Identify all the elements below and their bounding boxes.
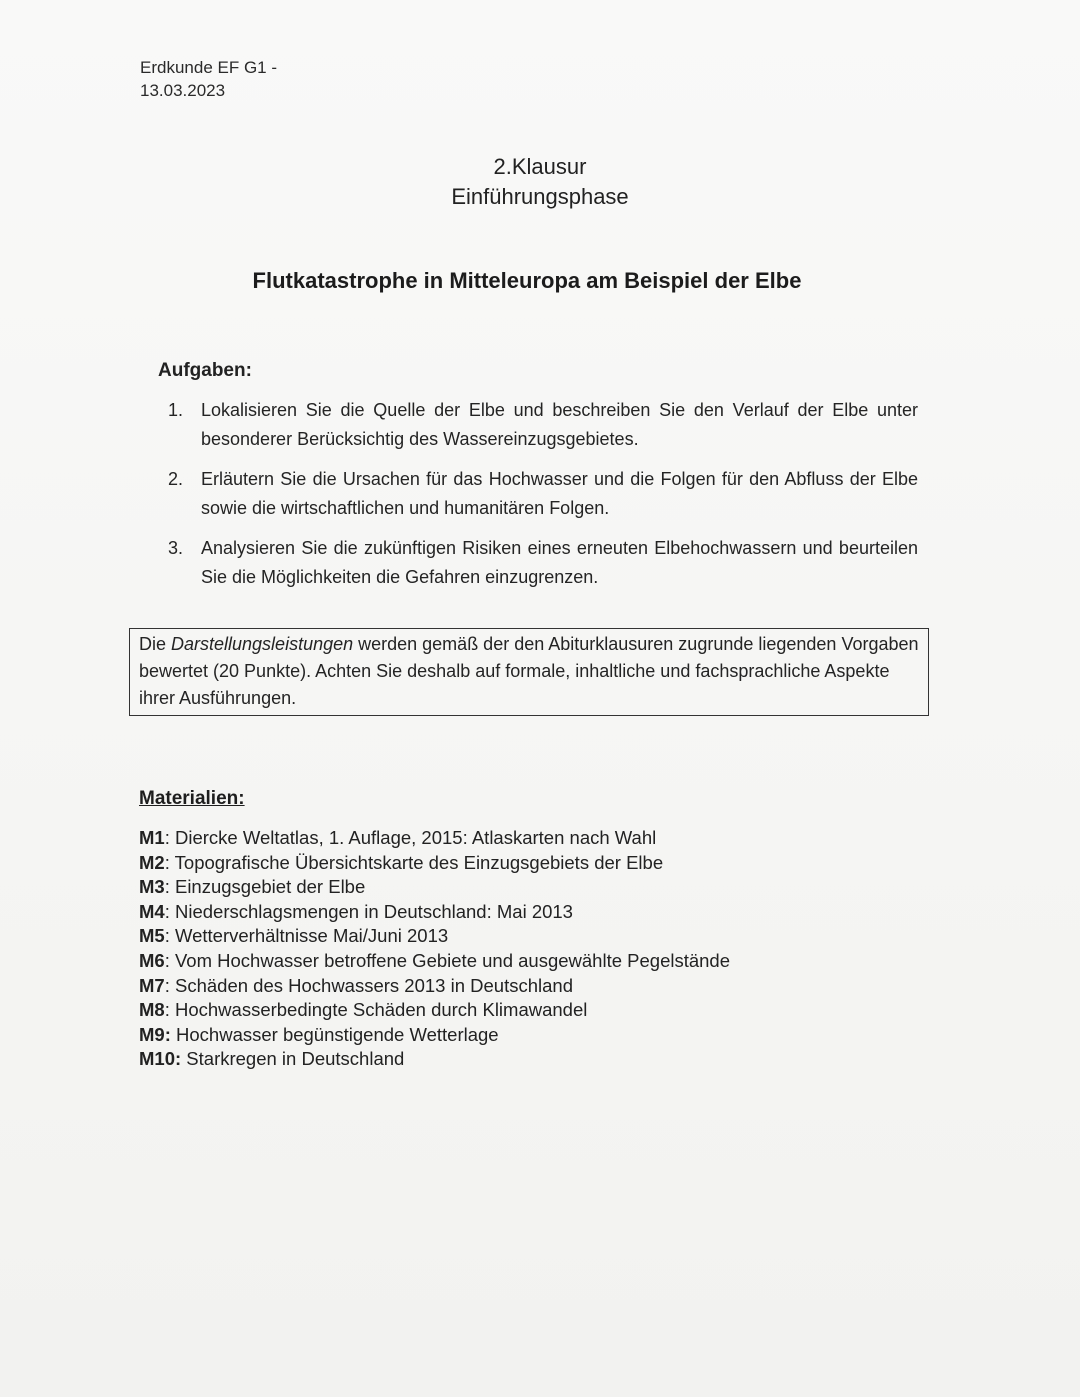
exam-date: 13.03.2023 xyxy=(140,81,226,100)
task-number: 2. xyxy=(168,469,184,489)
material-text: Starkregen in Deutschland xyxy=(186,1048,405,1070)
materials-label: Materialien: xyxy=(139,788,245,809)
topic-heading: Flutkatastrophe in Mitteleuropa am Beispiel der Elbe xyxy=(252,268,802,293)
material-item xyxy=(139,1047,859,1072)
material-text: Topografische Übersichtskarte des Einzugsgebiets der Elbe xyxy=(174,851,664,873)
material-code: M6 xyxy=(139,949,165,971)
task-item xyxy=(168,465,918,523)
material-code: M4 xyxy=(139,900,165,922)
material-separator: : xyxy=(164,827,175,848)
material-code: M7 xyxy=(139,974,165,996)
material-text: Hochwasser begünstigende Wetterlage xyxy=(176,1023,499,1045)
header-meta xyxy=(140,56,277,102)
task-item xyxy=(168,534,918,592)
material-code: M9: xyxy=(139,1023,171,1045)
materials-list xyxy=(139,826,859,1072)
exam-title xyxy=(0,152,1080,212)
material-text: Hochwasserbedingte Schäden durch Klimawandel xyxy=(174,999,588,1021)
task-number: 1. xyxy=(168,400,184,420)
material-separator: : xyxy=(164,949,175,971)
material-item xyxy=(139,851,859,876)
note-emphasis: Darstellungsleistungen xyxy=(171,634,354,654)
material-item xyxy=(139,900,859,925)
material-separator: : xyxy=(164,876,175,898)
tasks-label: Aufgaben: xyxy=(158,360,252,381)
material-text: Schäden des Hochwassers 2013 in Deutschland xyxy=(174,974,573,996)
material-code: M3 xyxy=(139,876,165,898)
material-item xyxy=(139,875,859,900)
material-item xyxy=(139,974,859,999)
note-text: werden gemäß der den Abiturklausuren zugrunde liegenden Vorgaben bewertet (20 Punkte). Achten Sie deshalb auf formale, inhaltliche und fachsprachliche Aspekte ihrer Ausführungen. xyxy=(139,634,919,708)
material-item xyxy=(139,998,859,1023)
material-code: M8 xyxy=(139,999,165,1021)
task-text: Analysieren Sie die zukünftigen Risiken eines erneuten Elbehochwassern und beurteilen Sie die Möglichkeiten die Gefahren einzugrenzen. xyxy=(201,538,918,587)
task-text: Lokalisieren Sie die Quelle der Elbe und beschreiben Sie den Verlauf der Elbe unter besonderer Berücksichtig des Wassereinzugsgebietes. xyxy=(201,400,918,449)
task-number: 3. xyxy=(168,538,184,558)
material-item xyxy=(139,826,859,851)
material-item xyxy=(139,949,859,974)
exam-title-line2: Einführungsphase xyxy=(451,184,629,209)
material-code: M5 xyxy=(139,925,165,947)
task-item xyxy=(168,396,918,454)
task-list xyxy=(168,396,918,603)
material-separator: : xyxy=(164,999,175,1021)
exam-title-line1: 2.Klausur xyxy=(493,154,587,179)
material-code: M2 xyxy=(139,851,165,873)
material-text: Diercke Weltatlas, 1. Auflage, 2015: Atlaskarten nach Wahl xyxy=(174,827,657,848)
material-item xyxy=(139,924,859,949)
material-separator: : xyxy=(164,974,175,996)
material-text: Einzugsgebiet der Elbe xyxy=(174,876,366,898)
material-separator: : xyxy=(164,900,175,922)
material-text: Vom Hochwasser betroffene Gebiete und ausgewählte Pegelstände xyxy=(174,949,731,971)
material-code: M1 xyxy=(139,827,165,848)
assessment-note-box xyxy=(129,628,929,716)
material-separator: : xyxy=(164,925,175,947)
material-separator: : xyxy=(164,851,175,873)
note-prefix: Die xyxy=(139,634,172,654)
material-code: M10: xyxy=(139,1048,182,1070)
task-text: Erläutern Sie die Ursachen für das Hochwasser und die Folgen für den Abfluss der Elbe sowie die wirtschaftlichen und humanitären Folgen. xyxy=(201,469,918,518)
material-text: Wetterverhältnisse Mai/Juni 2013 xyxy=(174,925,449,947)
course-line: Erdkunde EF G1 - xyxy=(140,58,278,77)
material-text: Niederschlagsmengen in Deutschland: Mai 2013 xyxy=(174,900,573,922)
material-item xyxy=(139,1023,859,1048)
